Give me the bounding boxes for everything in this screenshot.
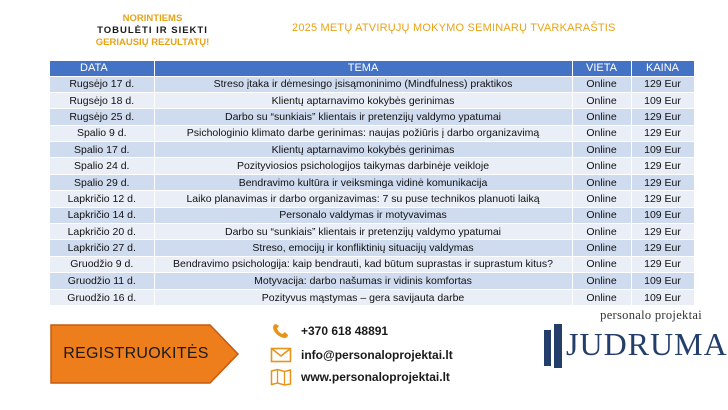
cell-price: 109 Eur [631,273,694,289]
header-topic: TEMA [154,61,572,76]
table-body [50,76,694,305]
cell-date: Gruodžio 16 d. [50,289,154,305]
cell-topic: Klientų aptarnavimo kokybės gerinimas [154,92,572,108]
tagline-line-1: NORINTIEMS [122,13,183,24]
cell-topic: Streso įtaka ir dėmesingo įsisąmoninimo (Mindfulness) praktikos [154,76,572,92]
cell-date: Spalio 9 d. [50,125,154,141]
header-place: VIETA [572,61,631,76]
table-row [50,240,694,256]
cell-place: Online [572,289,631,305]
cell-date: Gruodžio 9 d. [50,256,154,272]
cell-topic: Psichologinio klimato darbe gerinimas: naujas požiūris į darbo organizavimą [154,125,572,141]
cell-topic: Darbo su “sunkiais” klientais ir pretenzijų valdymo ypatumai [154,109,572,125]
cell-place: Online [572,125,631,141]
cell-place: Online [572,191,631,207]
table-row [50,191,694,207]
table-row [50,273,694,289]
table-row [50,174,694,190]
contact-website[interactable] [270,367,450,387]
phone-number: +370 618 48891 [301,324,389,338]
cell-date: Lapkričio 20 d. [50,224,154,240]
cell-date: Lapkričio 14 d. [50,207,154,223]
cell-price: 129 Eur [631,224,694,240]
table-row [50,92,694,108]
logo-mark-icon [542,324,568,368]
cell-date: Rugsėjo 25 d. [50,109,154,125]
header-price: KAINA [631,61,694,76]
logo-subtitle: personalo projektai [600,308,702,322]
phone-icon [270,322,292,340]
table-row [50,76,694,92]
cell-date: Rugsėjo 17 d. [50,76,154,92]
table-row [50,207,694,223]
tagline-line-3: GERIAUSIŲ REZULTATŲ! [95,37,210,48]
table-header-row [50,61,694,76]
table-row [50,142,694,158]
cell-date: Rugsėjo 18 d. [50,92,154,108]
cell-topic: Darbo su “sunkiais” klientais ir pretenzijų valdymo ypatumai [154,224,572,240]
cell-date: Lapkričio 12 d. [50,191,154,207]
cell-place: Online [572,207,631,223]
table-row [50,224,694,240]
page-title: 2025 METŲ ATVIRŲJŲ MOKYMO SEMINARŲ TVARKARAŠTIS [292,22,616,34]
schedule-table [50,61,695,305]
cell-place: Online [572,92,631,108]
cell-date: Spalio 24 d. [50,158,154,174]
cell-topic: Motyvacija: darbo našumas ir vidinis komfortas [154,273,572,289]
contact-email[interactable] [270,345,453,365]
cell-topic: Personalo valdymas ir motyvavimas [154,207,572,223]
logo-wordmark: JUDRUMA [566,326,728,362]
company-logo [532,308,728,380]
table-row [50,256,694,272]
cell-price: 109 Eur [631,207,694,223]
cell-price: 109 Eur [631,289,694,305]
cell-price: 129 Eur [631,109,694,125]
register-button-label: REGISTRUOKITĖS [63,345,209,362]
cell-place: Online [572,174,631,190]
cell-price: 129 Eur [631,76,694,92]
cell-price: 129 Eur [631,240,694,256]
cell-topic: Bendravimo psichologija: kaip bendrauti, kad būtum suprastas ir suprastum kitus? [154,256,572,272]
cell-price: 109 Eur [631,142,694,158]
cell-topic: Klientų aptarnavimo kokybės gerinimas [154,142,572,158]
cell-date: Gruodžio 11 d. [50,273,154,289]
cell-date: Spalio 29 d. [50,174,154,190]
cell-topic: Pozityvus mąstymas – gera savijauta darbe [154,289,572,305]
table-row [50,109,694,125]
cell-place: Online [572,158,631,174]
cell-price: 109 Eur [631,92,694,108]
cell-place: Online [572,76,631,92]
cell-place: Online [572,109,631,125]
cell-topic: Pozityviosios psichologijos taikymas darbinėje veikloje [154,158,572,174]
cell-price: 129 Eur [631,174,694,190]
cell-place: Online [572,224,631,240]
tagline-line-2: TOBULĖTI IR SIEKTI [97,25,208,36]
cell-topic: Laiko planavimas ir darbo organizavimas: 7 su puse technikos planuoti laiką [154,191,572,207]
cell-place: Online [572,273,631,289]
cell-place: Online [572,256,631,272]
cell-price: 129 Eur [631,256,694,272]
email-address: info@personaloprojektai.lt [301,348,453,362]
cell-price: 129 Eur [631,125,694,141]
contact-phone[interactable] [270,321,388,341]
cell-date: Lapkričio 27 d. [50,240,154,256]
tagline [50,13,255,49]
cell-place: Online [572,142,631,158]
cell-date: Spalio 17 d. [50,142,154,158]
header-date: DATA [50,61,154,76]
cell-topic: Bendravimo kultūra ir veiksminga vidinė komunikacija [154,174,572,190]
register-button[interactable] [50,324,240,384]
cell-price: 129 Eur [631,158,694,174]
cell-topic: Streso, emocijų ir konfliktinių situacijų valdymas [154,240,572,256]
cell-price: 129 Eur [631,191,694,207]
map-icon [270,368,292,386]
cell-place: Online [572,240,631,256]
website-url: www.personaloprojektai.lt [301,370,450,384]
table-row [50,158,694,174]
envelope-icon [270,346,292,364]
table-row [50,289,694,305]
table-row [50,125,694,141]
